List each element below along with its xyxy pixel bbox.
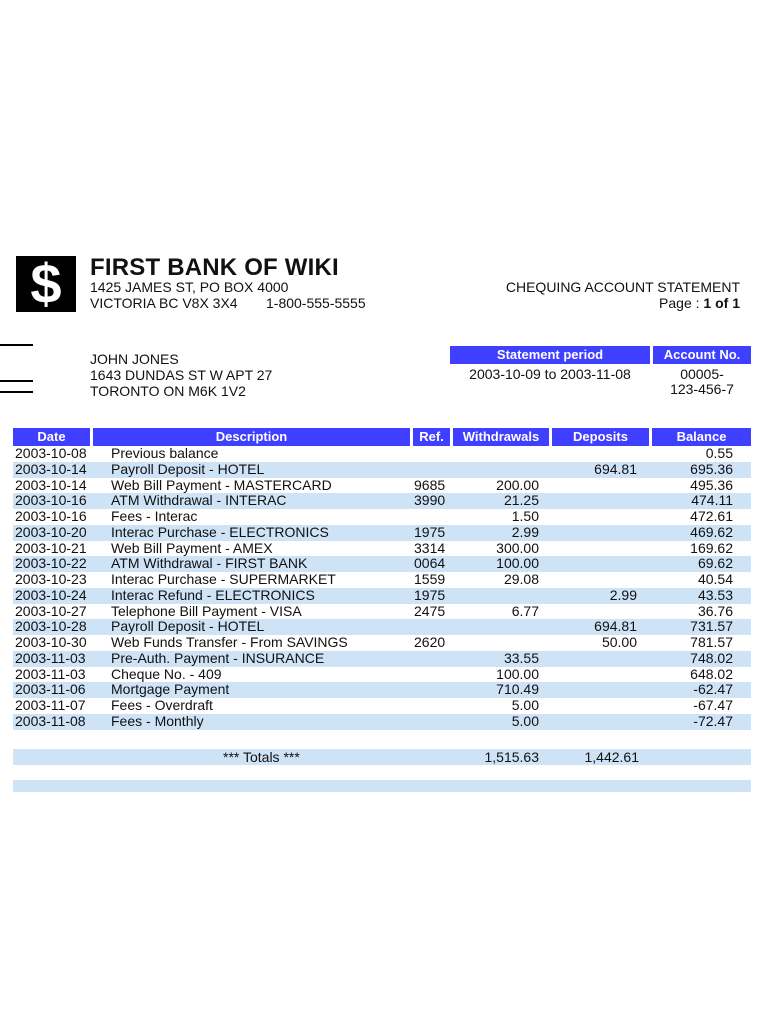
account-number-header: Account No.: [653, 346, 751, 364]
statement-period-value: 2003-10-09 to 2003-11-08: [469, 366, 631, 382]
cell-withdrawal: 33.55: [503, 649, 539, 666]
cell-balance: 648.02: [690, 665, 733, 682]
bank-address-line1: 1425 JAMES ST, PO BOX 4000: [90, 279, 289, 295]
cell-description: Cheque No. - 409: [111, 665, 222, 682]
cell-deposit: 50.00: [601, 634, 637, 650]
cell-date: 2003-10-30: [15, 634, 87, 650]
cell-date: 2003-11-08: [15, 712, 86, 729]
cell-withdrawal: 200.00: [496, 476, 539, 493]
cell-ref: 3990: [414, 492, 446, 509]
cell-date: 2003-10-27: [15, 602, 87, 619]
cell-withdrawal: 710.49: [496, 681, 539, 698]
cell-date: 2003-10-28: [15, 618, 87, 635]
cell-description: Pre-Auth. Payment - INSURANCE: [111, 649, 325, 666]
cell-description: ATM Withdrawal - INTERAC: [111, 492, 287, 509]
table-row: [13, 446, 751, 462]
cell-ref: 1559: [414, 571, 446, 587]
table-row: [13, 572, 751, 588]
statement-period-header: Statement period: [450, 346, 650, 364]
cell-description: Previous balance: [111, 445, 219, 461]
cell-date: 2003-11-03: [15, 649, 86, 666]
cell-ref: 2475: [414, 602, 446, 619]
customer-address-line1: 1643 DUNDAS ST W APT 27: [90, 367, 273, 383]
cell-description: Mortgage Payment: [111, 681, 230, 698]
cell-deposit: 694.81: [594, 618, 637, 635]
cell-date: 2003-11-06: [15, 681, 86, 698]
cell-description: Interac Refund - ELECTRONICS: [111, 586, 315, 603]
table-row: [13, 556, 751, 572]
cell-ref: 3314: [414, 539, 446, 556]
col-header-description: Description: [93, 428, 410, 446]
cell-description: Interac Purchase - SUPERMARKET: [111, 571, 336, 587]
cell-ref: 9685: [414, 476, 446, 493]
customer-address-line2: TORONTO ON M6K 1V2: [90, 383, 246, 399]
margin-mark: [0, 380, 33, 382]
cell-description: Telephone Bill Payment - VISA: [111, 602, 302, 619]
page-number: 1 of 1: [703, 295, 740, 311]
cell-balance: 474.11: [691, 492, 733, 509]
cell-balance: 43.53: [697, 586, 733, 603]
table-row: [13, 698, 751, 714]
cell-date: 2003-10-22: [15, 555, 87, 572]
cell-balance: 0.55: [705, 445, 733, 461]
cell-date: 2003-10-20: [15, 523, 87, 540]
table-header-row: [13, 428, 751, 446]
totals-label: *** Totals ***: [223, 749, 300, 765]
table-row: [13, 525, 751, 541]
cell-balance: 748.02: [690, 649, 733, 666]
totals-deposits: 1,442.61: [584, 749, 639, 765]
bank-name: FIRST BANK OF WIKI: [90, 254, 339, 281]
cell-balance: 472.61: [690, 508, 733, 524]
table-row: [13, 619, 751, 635]
cell-description: Fees - Overdraft: [111, 697, 213, 713]
cell-date: 2003-10-14: [15, 460, 87, 477]
bank-address-line2: VICTORIA BC V8X 3X4: [90, 295, 238, 311]
cell-balance: 169.62: [690, 539, 733, 556]
table-row: [13, 651, 751, 667]
page-label: Page :: [659, 295, 704, 311]
bank-logo-dollar-icon: $: [16, 256, 76, 312]
bank-phone: 1-800-555-5555: [266, 295, 366, 311]
table-body: [13, 446, 751, 730]
col-header-date: Date: [13, 428, 90, 446]
col-header-balance: Balance: [652, 428, 751, 446]
cell-date: 2003-10-24: [15, 586, 87, 603]
footer-bar: [13, 780, 751, 792]
table-row: [13, 493, 751, 509]
cell-balance: 731.57: [690, 618, 733, 635]
cell-description: ATM Withdrawal - FIRST BANK: [111, 555, 308, 572]
cell-date: 2003-10-16: [15, 492, 87, 509]
statement-title: CHEQUING ACCOUNT STATEMENT: [505, 279, 740, 295]
table-row: [13, 588, 751, 604]
cell-date: 2003-10-08: [15, 445, 87, 461]
col-header-withdrawals: Withdrawals: [453, 428, 549, 446]
table-row: [13, 478, 751, 494]
cell-ref: 2620: [414, 634, 446, 650]
cell-withdrawal: 2.99: [511, 523, 539, 540]
table-row: [13, 635, 751, 651]
cell-date: 2003-11-07: [15, 697, 86, 713]
cell-description: Fees - Monthly: [111, 712, 204, 729]
cell-balance: 69.62: [697, 555, 733, 572]
cell-ref: 0064: [414, 555, 446, 572]
cell-date: 2003-10-23: [15, 571, 87, 587]
transactions-table: [13, 428, 751, 730]
margin-mark: [0, 344, 33, 346]
account-number-line1: 00005-: [680, 366, 724, 382]
customer-name: JOHN JONES: [90, 351, 179, 367]
cell-withdrawal: 100.00: [496, 555, 539, 572]
cell-withdrawal: 300.00: [496, 539, 539, 556]
cell-withdrawal: 100.00: [496, 665, 539, 682]
cell-date: 2003-11-03: [15, 665, 86, 682]
table-row: [13, 714, 751, 730]
cell-balance: 40.54: [697, 571, 733, 587]
cell-description: Fees - Interac: [111, 508, 198, 524]
cell-withdrawal: 21.25: [503, 492, 539, 509]
table-row: [13, 604, 751, 620]
cell-balance: 695.36: [690, 460, 733, 477]
cell-balance: 495.36: [690, 476, 733, 493]
cell-balance: -72.47: [693, 712, 733, 729]
cell-withdrawal: 5.00: [511, 712, 539, 729]
table-row: [13, 462, 751, 478]
cell-description: Payroll Deposit - HOTEL: [111, 618, 265, 635]
cell-date: 2003-10-16: [15, 508, 87, 524]
col-header-deposits: Deposits: [552, 428, 649, 446]
cell-description: Interac Purchase - ELECTRONICS: [111, 523, 329, 540]
page-indicator: [659, 295, 740, 311]
cell-date: 2003-10-14: [15, 476, 87, 493]
col-header-ref: Ref.: [413, 428, 450, 446]
cell-withdrawal: 1.50: [511, 508, 539, 524]
cell-ref: 1975: [414, 523, 446, 540]
totals-row: [13, 749, 751, 765]
totals-withdrawals: 1,515.63: [484, 749, 539, 765]
cell-description: Web Bill Payment - AMEX: [111, 539, 273, 556]
cell-balance: 469.62: [690, 523, 733, 540]
cell-withdrawal: 6.77: [511, 602, 539, 619]
cell-description: Web Bill Payment - MASTERCARD: [111, 476, 332, 493]
table-row: [13, 682, 751, 698]
cell-balance: -62.47: [693, 681, 733, 698]
cell-withdrawal: 5.00: [511, 697, 539, 713]
cell-date: 2003-10-21: [15, 539, 87, 556]
table-row: [13, 509, 751, 525]
cell-description: Payroll Deposit - HOTEL: [111, 460, 265, 477]
cell-withdrawal: 29.08: [503, 571, 539, 587]
margin-mark: [0, 391, 33, 393]
table-row: [13, 541, 751, 557]
cell-balance: 36.76: [697, 602, 733, 619]
cell-balance: 781.57: [690, 634, 733, 650]
cell-ref: 1975: [414, 586, 446, 603]
cell-description: Web Funds Transfer - From SAVINGS: [111, 634, 348, 650]
cell-deposit: 2.99: [609, 586, 637, 603]
cell-deposit: 694.81: [594, 460, 637, 477]
account-number-line2: 123-456-7: [670, 381, 734, 397]
table-row: [13, 667, 751, 683]
cell-balance: -67.47: [693, 697, 733, 713]
